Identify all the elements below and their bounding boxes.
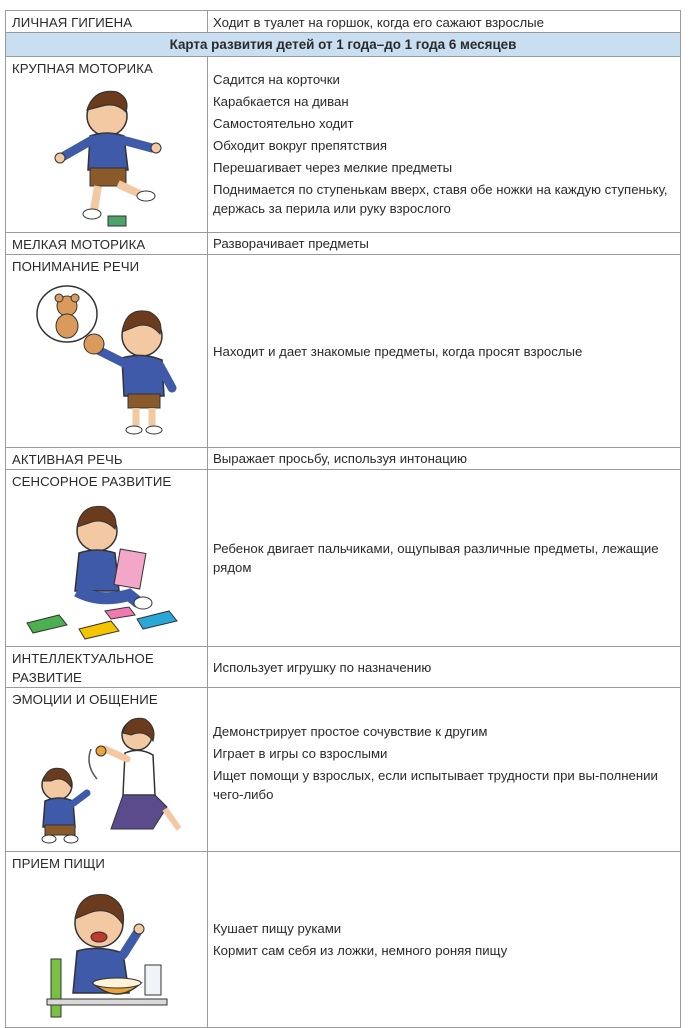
row-intellectual <box>6 647 681 688</box>
description-text: Ходит в туалет на горшок, когда его сажают взрослые <box>213 15 544 30</box>
row-eating <box>6 852 681 1028</box>
category-label: ЭМОЦИИ И ОБЩЕНИЕ <box>12 692 158 707</box>
category-cell <box>6 470 208 647</box>
category-label: ПРИЕМ ПИЩИ <box>12 856 105 871</box>
walking-boy-illustration <box>42 78 172 228</box>
description-cell <box>208 233 681 255</box>
category-label: ЛИЧНАЯ ГИГИЕНА <box>12 15 133 30</box>
list-item: Кушает пищу руками <box>213 921 342 936</box>
description-text: Находит и дает знакомые предметы, когда просят взрослые <box>213 343 583 359</box>
list-item: Обходит вокруг препятствия <box>213 138 387 153</box>
row-gross-motor <box>6 57 681 233</box>
table-title: Карта развития детей от 1 года–до 1 года 6 месяцев <box>6 33 681 57</box>
list-item: Садится на корточки <box>213 72 340 87</box>
row-emotions <box>6 688 681 852</box>
description-cell <box>208 470 681 647</box>
category-label: МЕЛКАЯ МОТОРИКА <box>12 237 146 252</box>
row-speech-understanding <box>6 255 681 448</box>
category-cell <box>6 255 208 448</box>
list-item: Играет в игры со взрослыми <box>213 746 388 761</box>
list-item: Демонстрирует простое сочувствие к другим <box>213 724 488 739</box>
description-cell <box>208 448 681 470</box>
row-active-speech <box>6 448 681 470</box>
row-hygiene <box>6 11 681 33</box>
eating-boy-illustration <box>37 873 177 1023</box>
description-text: Разворачивает предметы <box>213 236 369 251</box>
title-row <box>6 33 681 57</box>
sitting-boy-illustration <box>19 491 194 641</box>
row-sensory <box>6 470 681 647</box>
category-cell <box>6 688 208 852</box>
list-item: Перешагивает через мелкие предметы <box>213 160 453 175</box>
description-text: Использует игрушку по назначению <box>213 659 432 675</box>
list-item: Поднимается по ступенькам вверх, ставя обе ножки на каждую ступеньку, держась за перила или руку взрослого <box>213 182 668 216</box>
description-cell <box>208 255 681 448</box>
description-list <box>213 722 676 804</box>
list-item: Карабкается на диван <box>213 94 349 109</box>
description-list <box>213 919 676 960</box>
category-cell <box>6 647 208 688</box>
row-fine-motor <box>6 233 681 255</box>
description-cell <box>208 11 681 33</box>
category-label: АКТИВНАЯ РЕЧЬ <box>12 452 123 467</box>
category-label: ИНТЕЛЛЕКТУАЛЬНОЕ РАЗВИТИЕ <box>12 651 154 685</box>
description-cell <box>208 688 681 852</box>
category-cell <box>6 57 208 233</box>
mother-and-child-illustration <box>27 709 187 847</box>
category-label: КРУПНАЯ МОТОРИКА <box>12 61 153 76</box>
description-cell <box>208 57 681 233</box>
boy-with-teddy-illustration <box>22 276 192 441</box>
category-cell <box>6 448 208 470</box>
category-cell <box>6 852 208 1028</box>
category-label: ПОНИМАНИЕ РЕЧИ <box>12 259 140 274</box>
category-cell <box>6 11 208 33</box>
development-chart <box>5 10 681 1028</box>
category-cell <box>6 233 208 255</box>
description-cell <box>208 647 681 688</box>
list-item: Самостоятельно ходит <box>213 116 354 131</box>
description-cell <box>208 852 681 1028</box>
description-text: Выражает просьбу, используя интонацию <box>213 451 467 466</box>
list-item: Ищет помощи у взрослых, если испытывает трудности при вы-полнении чего-либо <box>213 768 658 802</box>
list-item: Кормит сам себя из ложки, немного роняя пищу <box>213 943 508 958</box>
description-list <box>213 70 676 218</box>
category-label: СЕНСОРНОЕ РАЗВИТИЕ <box>12 474 172 489</box>
development-table <box>5 10 681 1028</box>
description-text: Ребенок двигает пальчиками, ощупывая различные предметы, лежащие рядом <box>213 541 659 575</box>
